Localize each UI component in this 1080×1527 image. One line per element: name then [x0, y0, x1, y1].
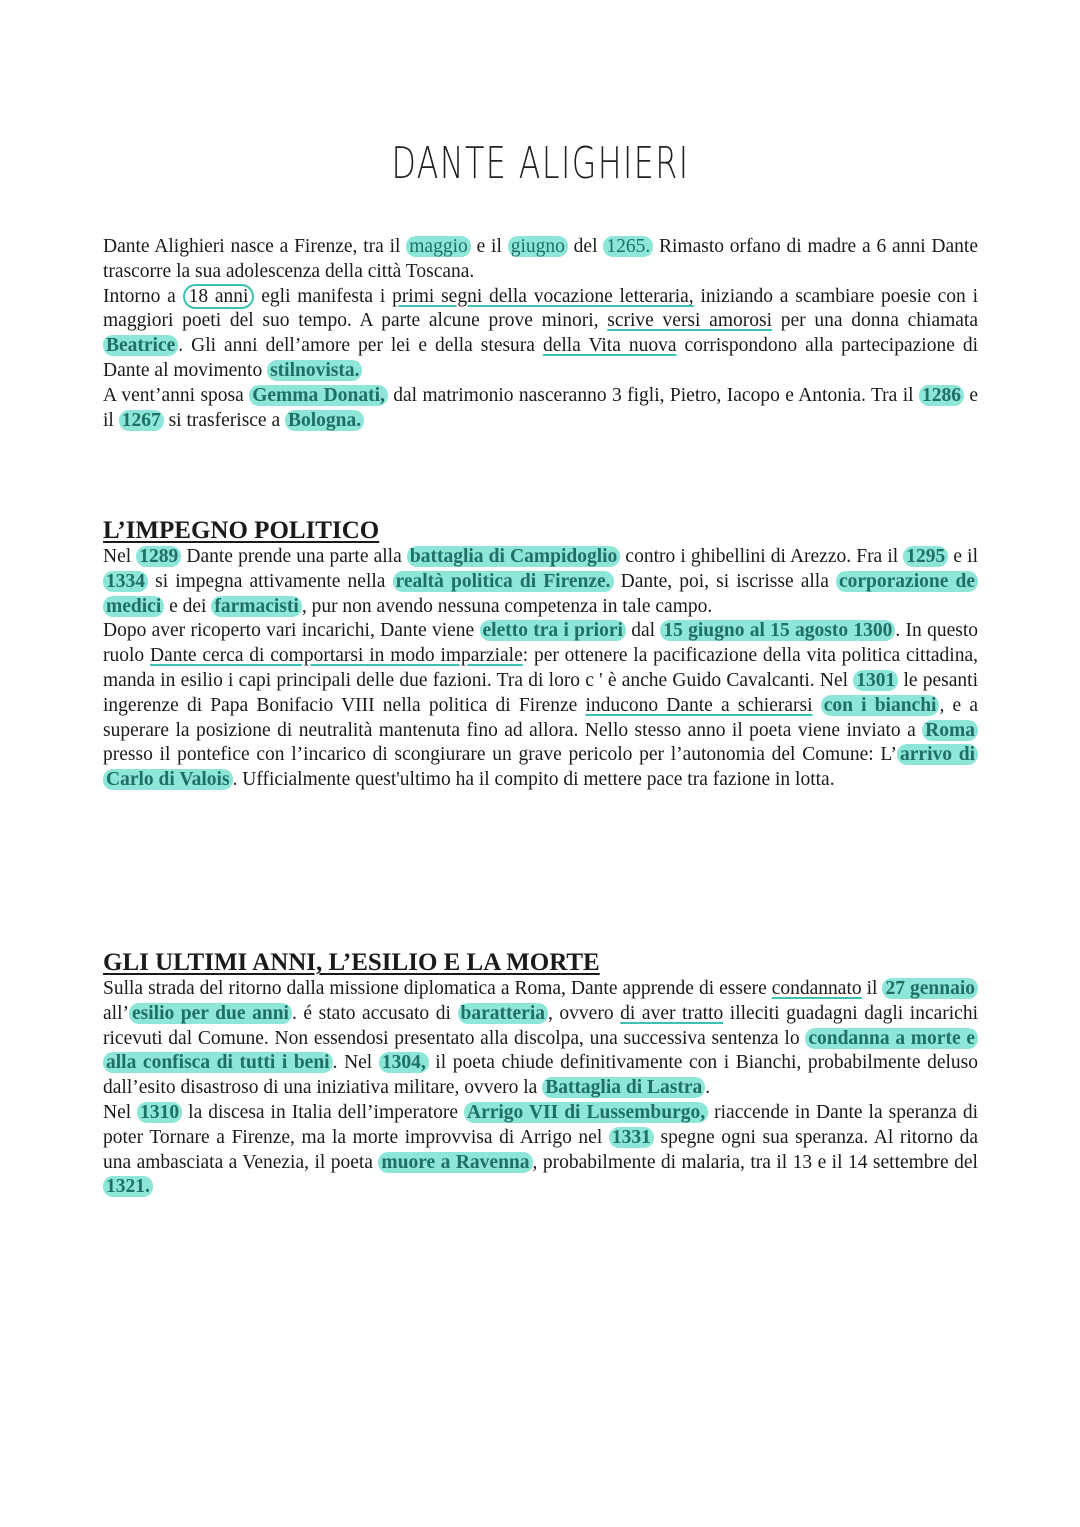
highlighted-text: 1331: [609, 1127, 654, 1148]
highlighted-text: esilio per due anni: [129, 1003, 292, 1024]
text-run: contro i ghibellini di Arezzo. Fra il: [620, 546, 904, 567]
text-run: dal: [625, 620, 661, 642]
highlighted-text: corporazione de medici: [103, 571, 978, 617]
underlined-text: di aver tratto: [620, 1002, 724, 1024]
highlighted-text: Beatrice: [103, 335, 178, 356]
highlighted-text: 1295: [903, 546, 948, 567]
underlined-text: inducono Dante a schierarsi: [585, 694, 813, 716]
political-paragraph: [103, 545, 978, 793]
highlighted-text: maggio: [406, 236, 471, 257]
text-run: Intorno a: [103, 285, 183, 307]
highlighted-text: 1286: [919, 385, 964, 406]
text-run: : per ottenere la pacificazione della vita politica cittadina, manda in esilio i capi principali delle due fazioni. Tra di loro c ' è anche Guido Cavalcanti. Nel: [103, 645, 978, 691]
text-run: Nel: [103, 1101, 138, 1123]
text-run: . In questo ruolo: [103, 620, 979, 667]
text-run: , pur non avendo nessuna competenza in tale campo.: [301, 595, 713, 617]
text-run: dal matrimonio nasceranno 3 figli, Pietro, Iacopo e Antonia. Tra il: [387, 384, 919, 406]
underlined-text: della Vita nuova: [542, 335, 677, 357]
text-run: iniziando a scambiare poesie con i maggiori poeti del suo tempo. A parte alcune prove minori,: [103, 285, 978, 332]
section-political: [103, 517, 978, 793]
highlighted-text: realtà politica di Firenze.: [393, 571, 614, 592]
text-run: la discesa in Italia dell’imperatore: [182, 1101, 464, 1123]
text-run: . é stato accusato di: [291, 1002, 458, 1024]
text-run: .: [705, 1077, 711, 1099]
text-run: del: [567, 236, 604, 257]
text-run: illeciti guadagni dagli incarichi ricevuti dal Comune. Non essendosi presentato alla discolpa, una successiva sentenza lo: [103, 1002, 979, 1049]
text-run: . Ufficialmente quest'ultimo ha il compito di mettere pace tra fazione in lotta.: [232, 769, 835, 791]
text-run: . Nel: [332, 1052, 379, 1074]
text-run: il: [861, 978, 883, 999]
text-run: e il: [103, 384, 979, 431]
text-run: Rimasto orfano di madre a 6 anni Dante trascorre la sua adolescenza della città Toscana.: [103, 236, 978, 282]
text-run: e dei: [164, 595, 212, 617]
intro-paragraph: [103, 235, 978, 433]
page-title: DANTE ALIGHIERI: [391, 138, 690, 189]
text-run: il poeta chiude definitivamente con i Bianchi, probabilmente deluso dall’esito disastroso di una iniziativa militare, ovvero la: [103, 1052, 978, 1099]
section-last-years: [103, 949, 978, 1200]
text-run: . Gli anni dell’amore per lei e della stesura: [178, 335, 543, 357]
highlighted-text: Battaglia di Lastra: [542, 1077, 705, 1098]
intro-section: [103, 235, 978, 433]
text-run: Dante prende una parte alla: [181, 546, 407, 567]
highlighted-text: condanna a morte e alla confisca di tutti i beni: [103, 1028, 978, 1074]
text-run: riaccende in Dante la speranza di poter Tornare a Firenze, ma la morte improvvisa di Arrigo nel: [103, 1101, 978, 1148]
highlighted-text: Arrigo VII di Lussemburgo,: [464, 1102, 708, 1123]
text-run: all’: [103, 1002, 129, 1024]
highlighted-text: stilnovista.: [267, 360, 362, 381]
text-run: si impegna attivamente nella: [148, 570, 393, 592]
highlighted-text: baratteria: [458, 1003, 548, 1024]
underlined-text: primi segni della vocazione letteraria,: [392, 285, 694, 307]
highlighted-text: 15 giugno al 15 agosto 1300: [660, 620, 895, 641]
text-run: corrispondono alla partecipazione di Dante al movimento: [103, 335, 978, 381]
text-run: Dante, poi, si iscrisse alla: [613, 570, 836, 592]
highlighted-text: 1321.: [103, 1176, 153, 1197]
text-run: Dante Alighieri nasce a Firenze, tra il: [103, 236, 407, 257]
highlighted-text: farmacisti: [211, 596, 301, 617]
text-run: , probabilmente di malaria, tra il 13 e il 14 settembre del: [532, 1151, 978, 1173]
highlighted-text: giugno: [508, 236, 568, 257]
highlighted-text: 1301: [853, 670, 898, 691]
section-heading-last-years: GLI ULTIMI ANNI, L’ESILIO E LA MORTE: [103, 949, 600, 976]
highlighted-text: muore a Ravenna: [378, 1152, 532, 1173]
underlined-text: Dante cerca di comportarsi in modo imparziale: [149, 645, 523, 667]
text-run: A vent’anni sposa: [103, 384, 250, 406]
text-run: egli manifesta i: [254, 285, 393, 307]
highlighted-text: 1265.: [603, 236, 653, 257]
text-run: Nel: [103, 546, 137, 567]
underlined-text: condannato: [771, 978, 862, 999]
circled-text: 18 anni: [183, 284, 255, 309]
highlighted-text: Bologna.: [285, 410, 364, 431]
text-run: Sulla strada del ritorno dalla missione diplomatica a Roma, Dante apprende di essere: [103, 978, 772, 999]
section-heading-political: L’IMPEGNO POLITICO: [103, 517, 380, 544]
text-run: presso il pontefice con l’incarico di scongiurare un grave pericolo per l’autonomia del Comune: L’: [103, 744, 898, 766]
highlighted-text: 1334: [103, 571, 148, 592]
highlighted-text: eletto tra i priori: [480, 620, 626, 641]
text-run: , e a superare la posizione di neutralità mantenuta fino ad allora. Nello stesso anno il poeta viene inviato a: [103, 694, 978, 741]
text-run: per una donna chiamata: [772, 310, 978, 332]
text-run: , ovvero: [547, 1002, 621, 1024]
text-run: spegne ogni sua speranza. Al ritorno da una ambasciata a Venezia, il poeta: [103, 1126, 978, 1173]
text-run: [813, 695, 821, 716]
last-years-paragraph: [103, 977, 978, 1200]
highlighted-text: 1304,: [379, 1052, 429, 1073]
text-run: e il: [470, 236, 508, 257]
highlighted-text: 1267: [119, 410, 164, 431]
highlighted-text: battaglia di Campidoglio: [407, 546, 620, 567]
highlighted-text: Gemma Donati,: [249, 385, 388, 406]
text-run: si trasferisce a: [163, 409, 285, 431]
highlighted-text: 1289: [136, 546, 181, 567]
highlighted-text: arrivo di Carlo di Valois: [103, 744, 978, 790]
highlighted-text: Roma: [922, 720, 978, 741]
highlighted-text: 1310: [137, 1102, 182, 1123]
text-run: e il: [948, 546, 979, 567]
underlined-text: scrive versi amorosi: [607, 310, 772, 332]
text-run: le pesanti ingerenze di Papa Bonifacio VIII nella politica di Firenze: [103, 669, 978, 716]
text-run: Dopo aver ricoperto vari incarichi, Dante viene: [103, 620, 480, 642]
highlighted-text: 27 gennaio: [882, 978, 978, 999]
highlighted-text: con i bianchi: [821, 695, 940, 716]
